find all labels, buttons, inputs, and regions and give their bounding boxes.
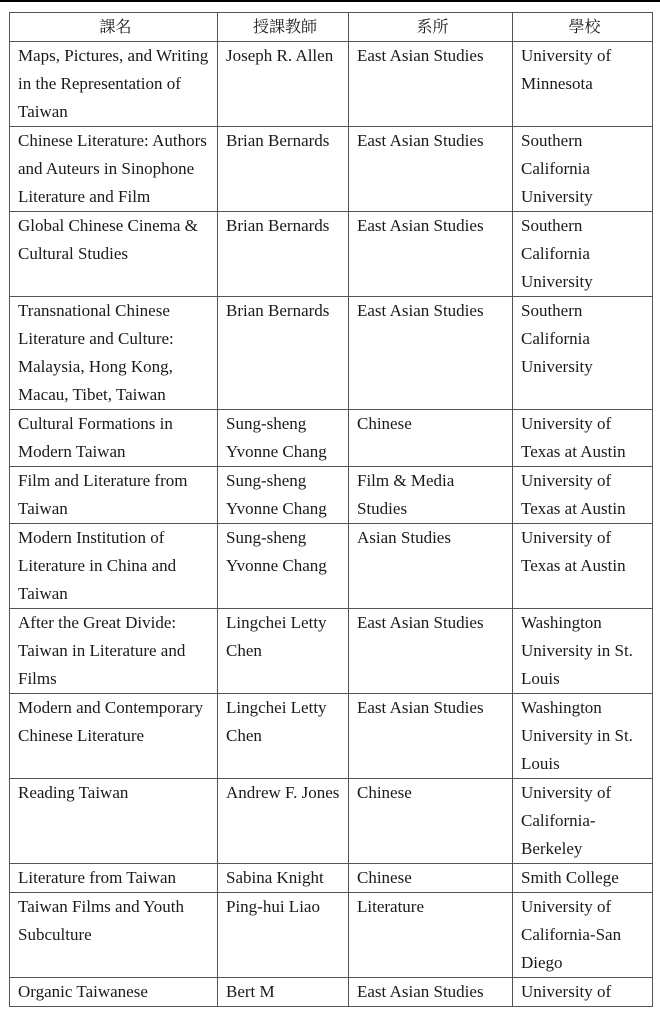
- cell-instructor: Brian Bernards: [218, 127, 349, 212]
- table-row: [10, 410, 653, 467]
- cell-course-name: Modern and Contemporary Chinese Literature: [10, 694, 218, 779]
- table-body: [10, 42, 653, 1007]
- cell-department: East Asian Studies: [349, 212, 513, 297]
- top-rule: [0, 0, 660, 2]
- table-row: [10, 467, 653, 524]
- cell-instructor: Lingchei Letty Chen: [218, 609, 349, 694]
- cell-course-name: Transnational Chinese Literature and Culture: Malaysia, Hong Kong, Macau, Tibet, Taiwan: [10, 297, 218, 410]
- cell-school: Southern California University: [513, 297, 653, 410]
- cell-course-name: Chinese Literature: Authors and Auteurs in Sinophone Literature and Film: [10, 127, 218, 212]
- cell-instructor: Sabina Knight: [218, 864, 349, 893]
- table-row: [10, 212, 653, 297]
- cell-department: Chinese: [349, 864, 513, 893]
- cell-instructor: Brian Bernards: [218, 297, 349, 410]
- header-course-name: 課名: [10, 13, 218, 42]
- cell-department: East Asian Studies: [349, 297, 513, 410]
- cell-course-name: Film and Literature from Taiwan: [10, 467, 218, 524]
- cell-course-name: Organic Taiwanese: [10, 978, 218, 1007]
- cell-school: University of: [513, 978, 653, 1007]
- cell-instructor: Sung-sheng Yvonne Chang: [218, 467, 349, 524]
- cell-school: University of California-Berkeley: [513, 779, 653, 864]
- cell-school: Southern California University: [513, 127, 653, 212]
- cell-department: Chinese: [349, 779, 513, 864]
- cell-department: East Asian Studies: [349, 42, 513, 127]
- cell-school: Washington University in St. Louis: [513, 609, 653, 694]
- header-instructor: 授課教師: [218, 13, 349, 42]
- cell-department: Chinese: [349, 410, 513, 467]
- table-row: [10, 609, 653, 694]
- table-row: [10, 127, 653, 212]
- cell-instructor: Sung-sheng Yvonne Chang: [218, 410, 349, 467]
- table-row: [10, 694, 653, 779]
- cell-instructor: Joseph R. Allen: [218, 42, 349, 127]
- cell-instructor: Andrew F. Jones: [218, 779, 349, 864]
- cell-course-name: Taiwan Films and Youth Subculture: [10, 893, 218, 978]
- table-row: [10, 864, 653, 893]
- cell-department: East Asian Studies: [349, 694, 513, 779]
- cell-course-name: Cultural Formations in Modern Taiwan: [10, 410, 218, 467]
- cell-instructor: Lingchei Letty Chen: [218, 694, 349, 779]
- cell-department: Film & Media Studies: [349, 467, 513, 524]
- cell-department: East Asian Studies: [349, 127, 513, 212]
- cell-instructor: Ping-hui Liao: [218, 893, 349, 978]
- header-department: 系所: [349, 13, 513, 42]
- cell-department: Literature: [349, 893, 513, 978]
- cell-school: University of California-San Diego: [513, 893, 653, 978]
- cell-school: University of Minnesota: [513, 42, 653, 127]
- cell-course-name: Maps, Pictures, and Writing in the Representation of Taiwan: [10, 42, 218, 127]
- course-table: [9, 12, 653, 1007]
- table-row: [10, 779, 653, 864]
- cell-school: University of Texas at Austin: [513, 467, 653, 524]
- cell-school: University of Texas at Austin: [513, 524, 653, 609]
- cell-instructor: Brian Bernards: [218, 212, 349, 297]
- cell-course-name: Literature from Taiwan: [10, 864, 218, 893]
- cell-course-name: Modern Institution of Literature in China and Taiwan: [10, 524, 218, 609]
- cell-course-name: Reading Taiwan: [10, 779, 218, 864]
- table-row: [10, 524, 653, 609]
- table-row: [10, 297, 653, 410]
- header-school: 學校: [513, 13, 653, 42]
- table-row: [10, 893, 653, 978]
- cell-course-name: After the Great Divide: Taiwan in Literature and Films: [10, 609, 218, 694]
- cell-instructor: Sung-sheng Yvonne Chang: [218, 524, 349, 609]
- table-row: [10, 42, 653, 127]
- cell-school: Washington University in St. Louis: [513, 694, 653, 779]
- cell-school: Southern California University: [513, 212, 653, 297]
- header-row: [10, 13, 653, 42]
- cell-instructor: Bert M: [218, 978, 349, 1007]
- cell-department: East Asian Studies: [349, 978, 513, 1007]
- table-row: [10, 978, 653, 1007]
- cell-school: Smith College: [513, 864, 653, 893]
- cell-department: East Asian Studies: [349, 609, 513, 694]
- cell-department: Asian Studies: [349, 524, 513, 609]
- cell-course-name: Global Chinese Cinema & Cultural Studies: [10, 212, 218, 297]
- cell-school: University of Texas at Austin: [513, 410, 653, 467]
